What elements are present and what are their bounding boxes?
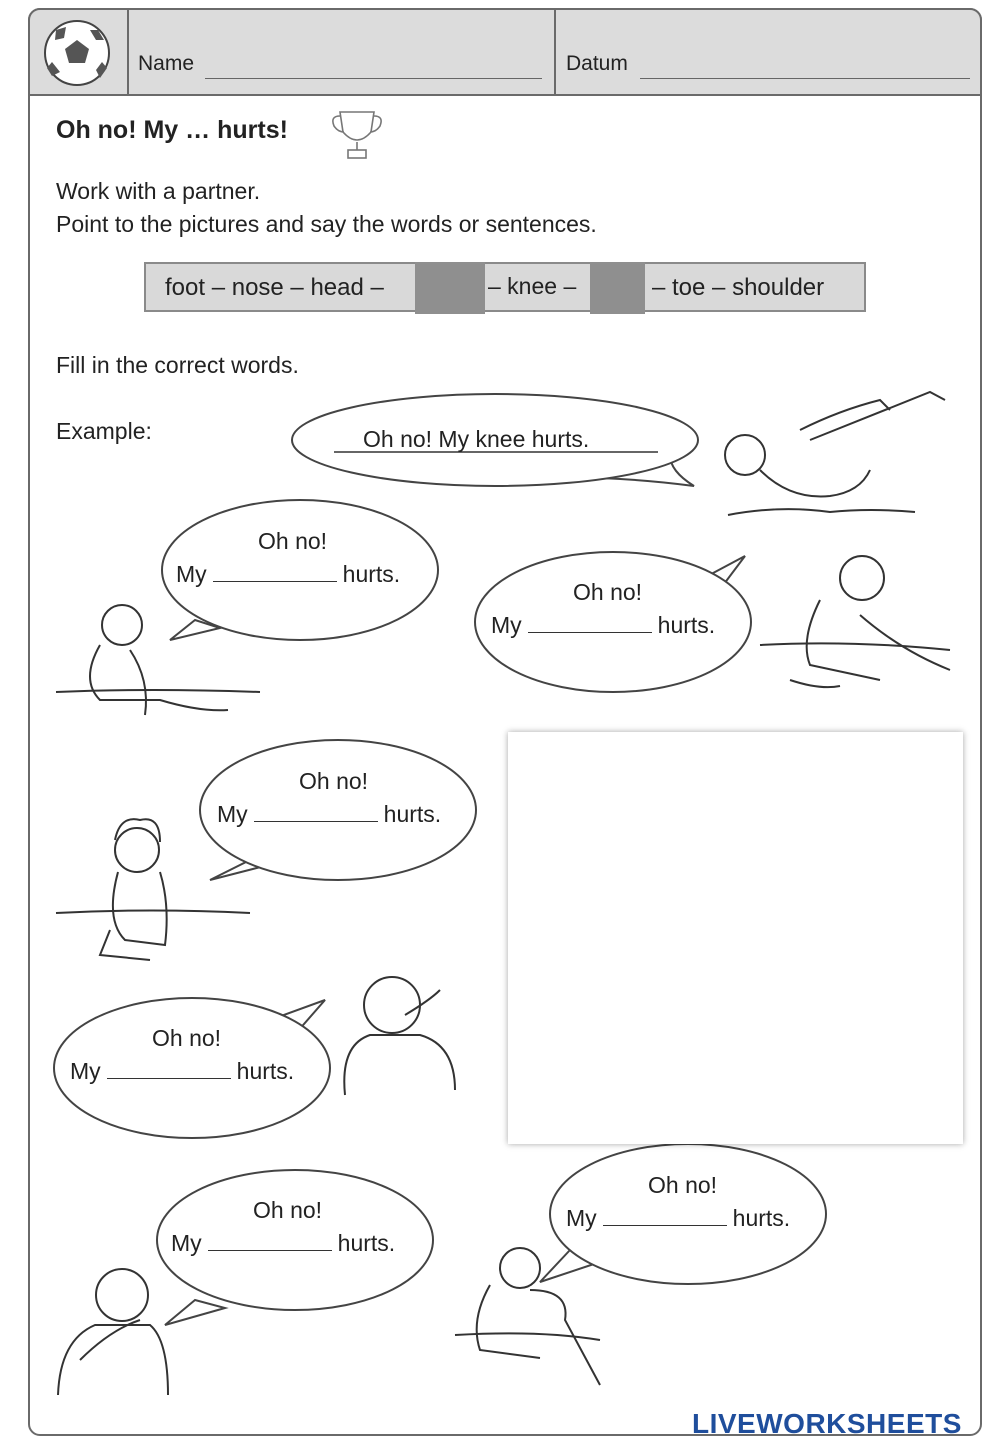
bubble-2-sentence (491, 612, 715, 639)
trophy-icon (333, 112, 381, 158)
hidden-word-slot[interactable] (415, 262, 485, 314)
bubble-6-my: My (566, 1205, 597, 1231)
instruction-fill: Fill in the correct words. (56, 352, 299, 378)
bubble-5-my: My (171, 1230, 202, 1256)
instruction-partner: Work with a partner. (56, 178, 261, 204)
bubble-2-hurts: hurts. (657, 612, 716, 638)
bubble-3-my: My (217, 801, 248, 827)
bubble-4-exclaim: Oh no! (152, 1025, 222, 1051)
bubble-4-hurts: hurts. (236, 1058, 295, 1084)
date-line[interactable] (640, 78, 970, 79)
word-bank-part3: – toe – shoulder (652, 274, 825, 301)
hidden-word-slot[interactable] (590, 262, 645, 314)
blank-panel[interactable] (508, 732, 963, 1144)
liveworksheets-logo: LIVEWORKSHEETS (692, 1408, 962, 1439)
bubble-4-sentence (70, 1058, 294, 1085)
example-sentence: Oh no! My knee hurts. (363, 426, 590, 452)
bubble-5-hurts: hurts. (337, 1230, 396, 1256)
figure-nose (344, 977, 455, 1095)
bubble-4-blank[interactable] (107, 1060, 231, 1079)
word-bank-part1: foot – nose – head – (165, 274, 384, 301)
figure-toe (760, 556, 950, 687)
instruction-point: Point to the pictures and say the words or sentences. (56, 211, 597, 237)
bubble-2-my: My (491, 612, 522, 638)
date-label: Datum (566, 52, 628, 75)
bubble-1-hurts: hurts. (342, 561, 401, 587)
bubble-6-blank[interactable] (603, 1207, 727, 1226)
soccer-ball-icon (45, 21, 109, 85)
bubble-6-exclaim: Oh no! (648, 1172, 718, 1198)
bubble-3-blank[interactable] (254, 803, 378, 822)
bubble-1-sentence (176, 561, 400, 588)
bubble-3-exclaim: Oh no! (299, 768, 369, 794)
bubble-3-hurts: hurts. (383, 801, 442, 827)
figure-knee (725, 392, 945, 515)
figure-shoulder (58, 1269, 168, 1395)
bubble-3-sentence (217, 801, 441, 828)
word-bank-part2: – knee – (488, 273, 577, 299)
bubble-1-exclaim: Oh no! (258, 528, 328, 554)
bubble-6-hurts: hurts. (732, 1205, 791, 1231)
bubble-2-exclaim: Oh no! (573, 579, 643, 605)
bubble-6-sentence (566, 1205, 790, 1232)
bubble-5-exclaim: Oh no! (253, 1197, 323, 1223)
bubble-4-my: My (70, 1058, 101, 1084)
name-label: Name (138, 52, 195, 75)
example-label: Example: (56, 418, 152, 444)
page-title: Oh no! My … hurts! (56, 116, 288, 144)
name-line[interactable] (205, 78, 542, 79)
bubble-5-sentence (171, 1230, 395, 1257)
bubble-1-my: My (176, 561, 207, 587)
bubble-1-blank[interactable] (213, 563, 337, 582)
bubble-5-blank[interactable] (208, 1232, 332, 1251)
bubble-2-blank[interactable] (528, 614, 652, 633)
